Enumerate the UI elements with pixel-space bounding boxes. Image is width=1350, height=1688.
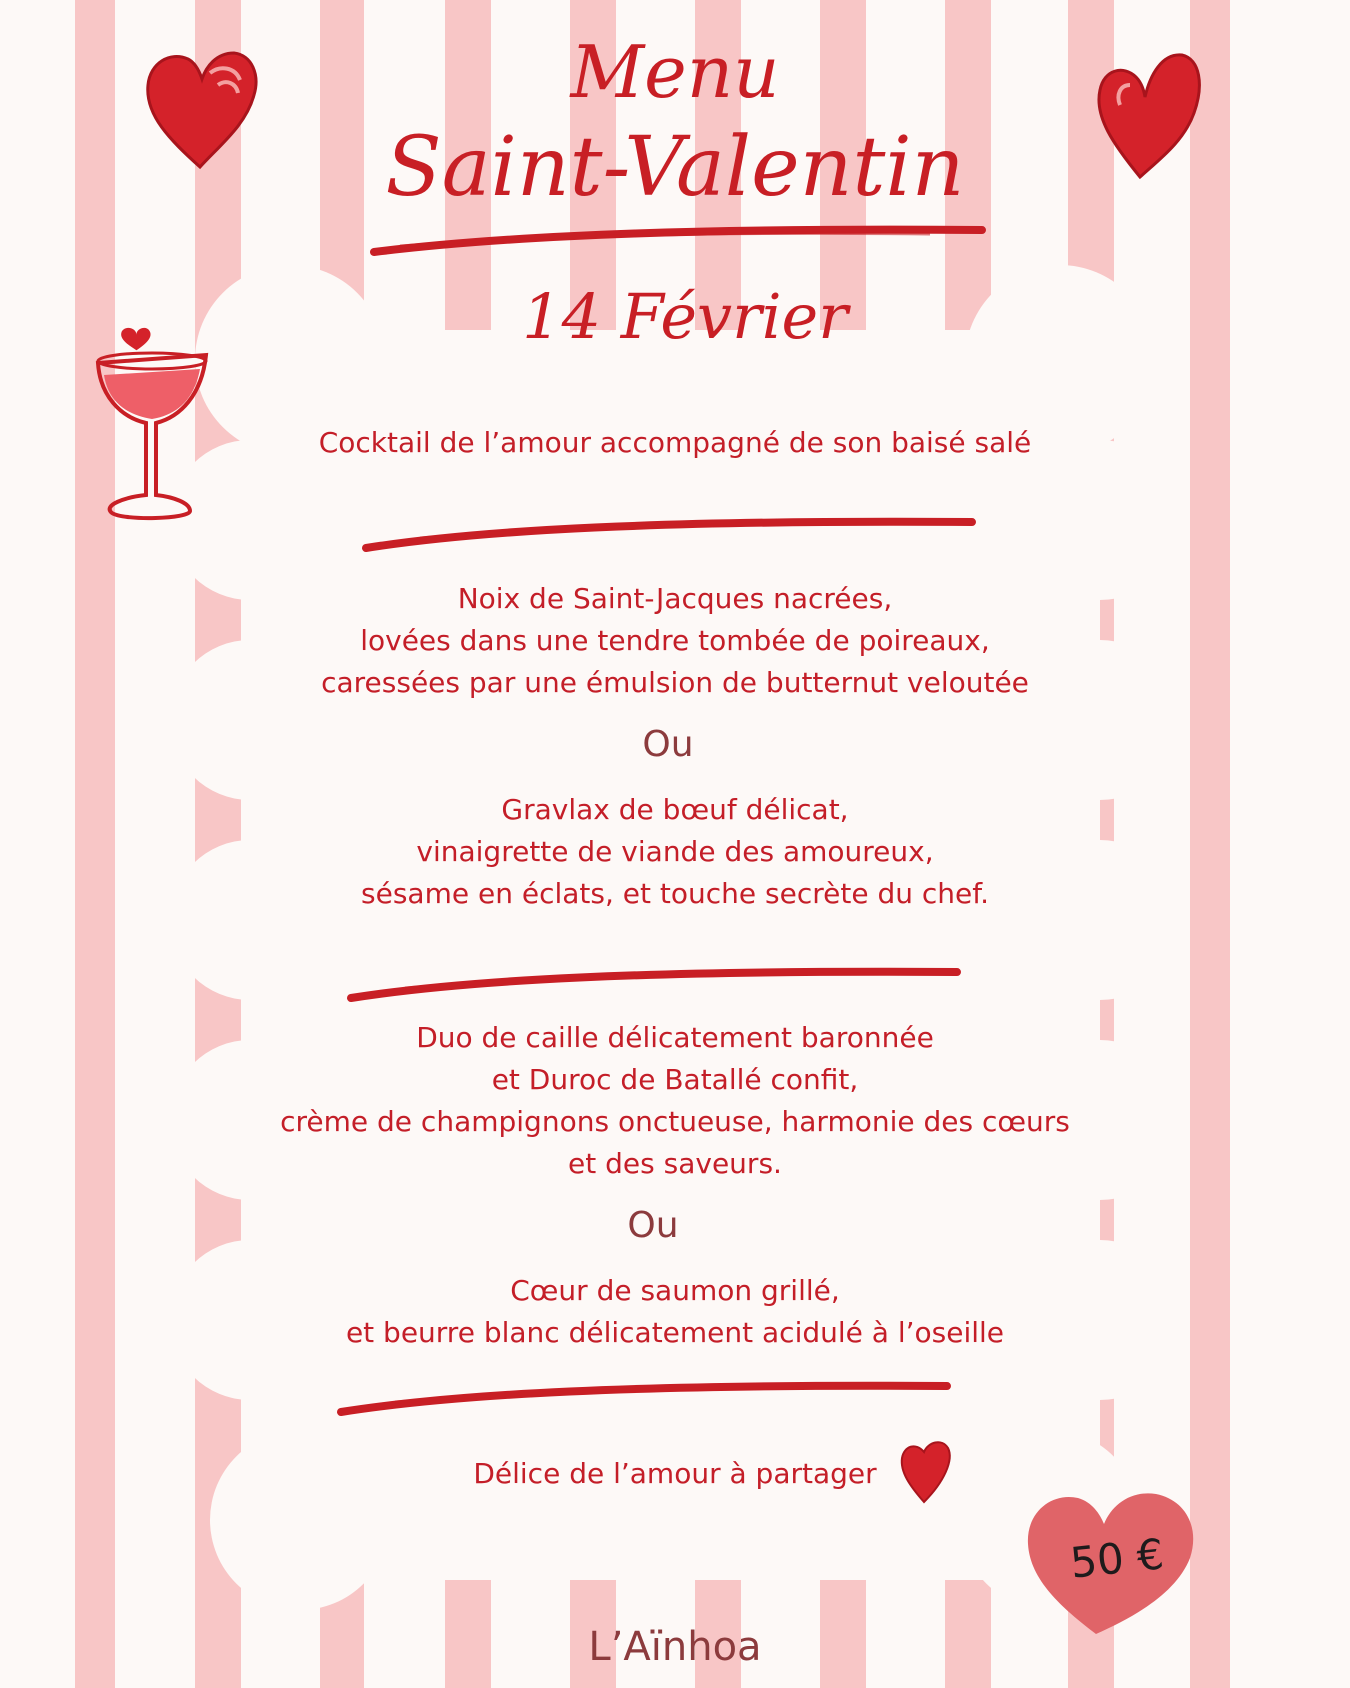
- brush-divider: [335, 1372, 955, 1420]
- brush-divider: [360, 508, 980, 556]
- entree-option-1: Noix de Saint-Jacques nacrées, lovées dans une tendre tombée de poireaux, caressées par une émulsion de butternut veloutée: [321, 582, 1029, 699]
- main-option-1: Duo de caille délicatement baronnée et Duroc de Batallé confit, crème de champignons onctueuse, harmonie des cœurs et des saveurs.: [280, 1021, 1070, 1180]
- restaurant-name: L’Aïnhoa: [588, 1624, 762, 1670]
- menu-date: 14 Février: [522, 280, 848, 353]
- starter-text: Cocktail de l’amour accompagné de son baisé salé: [318, 426, 1032, 459]
- or-label: Ou: [627, 1205, 679, 1246]
- menu-title: Menu: [570, 30, 780, 114]
- dessert-text: Délice de l’amour à partager: [473, 1457, 877, 1490]
- brush-divider: [345, 958, 965, 1006]
- heart-icon: [1090, 45, 1205, 185]
- price-label: 50 €: [1067, 1529, 1167, 1588]
- or-label: Ou: [642, 724, 694, 765]
- entree-option-2: Gravlax de bœuf délicat, vinaigrette de viande des amoureux, sésame en éclats, et touche secrète du chef.: [361, 793, 989, 910]
- title-underline: [370, 220, 990, 260]
- main-option-2: Cœur de saumon grillé, et beurre blanc délicatement acidulé à l’oseille: [345, 1274, 1005, 1349]
- heart-icon: [140, 45, 260, 175]
- menu-subtitle: Saint-Valentin: [385, 120, 965, 215]
- heart-icon: [898, 1438, 954, 1506]
